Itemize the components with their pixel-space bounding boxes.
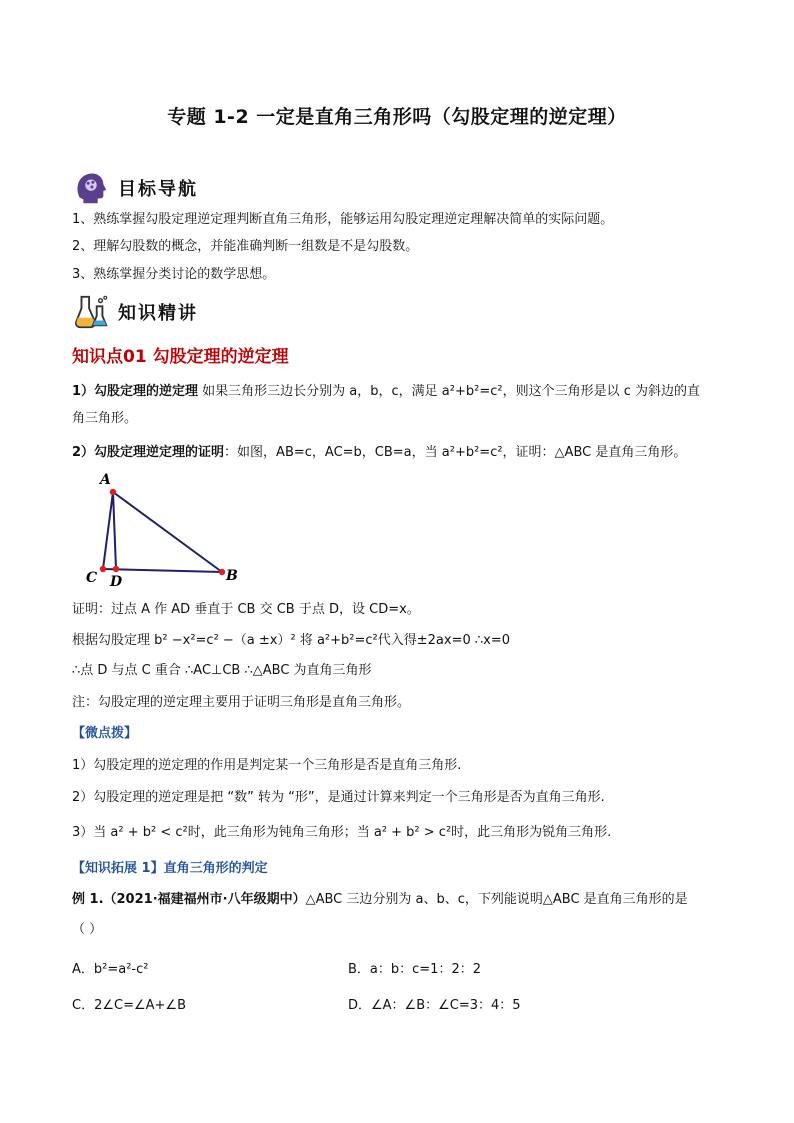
- option-a: A．b²=a²-c²: [72, 962, 149, 977]
- option-c: C．2∠C=∠A+∠B: [72, 998, 186, 1013]
- paragraph-2-lead: 2）勾股定理逆定理的证明: [72, 445, 225, 460]
- label-d: D: [110, 574, 123, 590]
- example-1: [72, 891, 688, 909]
- option-b: B．a：b：c=1：2：2: [348, 962, 481, 977]
- proof-line-1: 证明：过点 A 作 AD 垂直于 CB 交 CB 于点 D，设 CD=x。: [72, 602, 420, 617]
- goal-section-header: [72, 168, 198, 208]
- example-1-text: △ABC 三边分别为 a、b、c，下列能说明△ABC 是直角三角形的是: [305, 892, 688, 907]
- label-c: C: [86, 570, 98, 586]
- point-b: [219, 569, 225, 575]
- tip-1: 1）勾股定理的逆定理的作用是判定某一个三角形是否是直角三角形.: [72, 758, 462, 773]
- page-title: 专题 1-2 一定是直角三角形吗（勾股定理的逆定理）: [167, 106, 627, 128]
- knowledge-point-01-title: 知识点01 勾股定理的逆定理: [72, 347, 289, 367]
- side-ac: [103, 492, 113, 569]
- tip-3: 3）当 a² + b² < c²时，此三角形为钝角三角形；当 a² + b² > c²时，此三角形为锐角三角形.: [72, 825, 612, 840]
- tips-title: 【微点拨】: [72, 726, 138, 741]
- paragraph-1: [72, 383, 700, 401]
- label-a: A: [100, 472, 111, 488]
- example-1-blank: （ ）: [72, 922, 103, 937]
- proof-line-2: 根据勾股定理 b² −x²=c² −（a ±x）² 将 a²+b²=c²代入得±2ax=0 ∴x=0: [72, 633, 510, 648]
- tip-2: 2）勾股定理的逆定理是把 “数” 转为 “形”，是通过计算来判定一个三角形是否为直角三角形.: [72, 790, 605, 805]
- paragraph-1-lead: 1）勾股定理的逆定理: [72, 384, 199, 399]
- knowledge-section-label: 知识精讲: [118, 303, 198, 324]
- paragraph-1-cont: 角三角形。: [72, 411, 138, 426]
- example-1-lead: 例 1.（2021·福建福州市·八年级期中）: [72, 892, 306, 907]
- knowledge-section-header: [72, 292, 198, 332]
- goal-item-1: 1、熟练掌握勾股定理逆定理判断直角三角形，能够运用勾股定理逆定理解决简单的实际问题。: [72, 212, 614, 227]
- side-ab: [113, 492, 222, 572]
- paragraph-2: [72, 444, 686, 462]
- lab-flask-icon: [72, 293, 110, 331]
- extension-1-title: 【知识拓展 1】直角三角形的判定: [72, 861, 268, 876]
- altitude-ad: [113, 492, 116, 569]
- note: 注：勾股定理的逆定理主要用于证明三角形是直角三角形。: [72, 695, 411, 710]
- side-cb: [103, 569, 222, 572]
- point-c: [100, 566, 106, 572]
- paragraph-1-text: 如果三角形三边长分别为 a，b，c，满足 a²+b²=c²，则这个三角形是以 c 为斜边的直: [198, 384, 701, 399]
- brain-head-icon: [72, 169, 110, 207]
- triangle-diagram: [80, 468, 260, 590]
- goal-section-label: 目标导航: [118, 179, 198, 200]
- label-b: B: [226, 568, 238, 584]
- goal-item-3: 3、熟练掌握分类讨论的数学思想。: [72, 267, 276, 282]
- goal-item-2: 2、理解勾股数的概念，并能准确判断一组数是不是勾股数。: [72, 239, 419, 254]
- option-d: D．∠A：∠B：∠C=3：4：5: [348, 998, 521, 1013]
- point-a: [110, 489, 116, 495]
- proof-line-3: ∴点 D 与点 C 重合 ∴AC⊥CB ∴△ABC 为直角三角形: [72, 663, 372, 678]
- point-d: [113, 566, 119, 572]
- paragraph-2-text: ：如图，AB=c，AC=b，CB=a，当 a²+b²=c²，证明：△ABC 是直角三角形。: [224, 445, 687, 460]
